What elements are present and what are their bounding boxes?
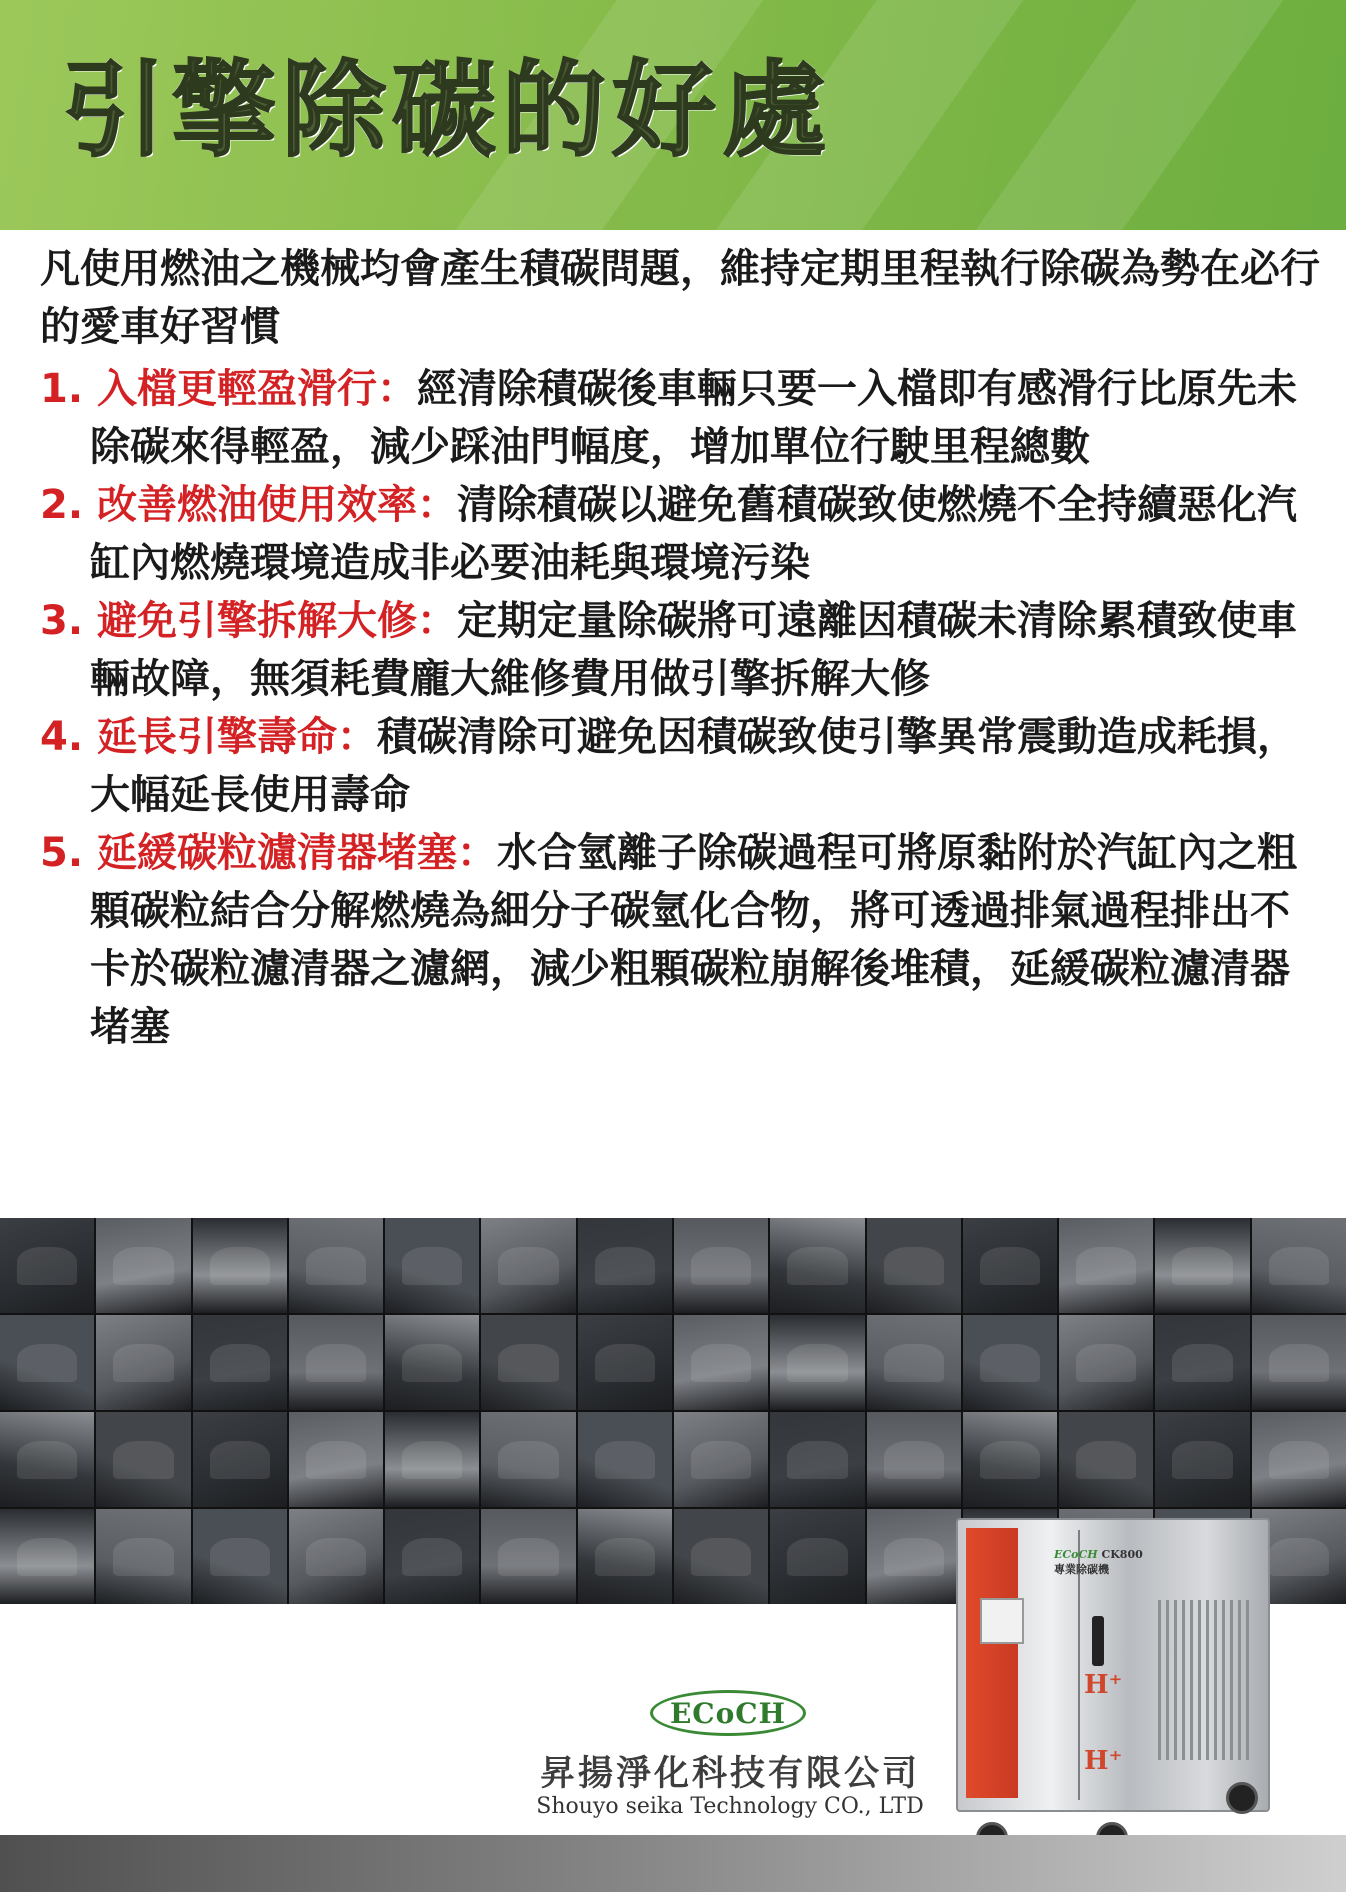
car-photo — [578, 1412, 672, 1507]
machine-display — [980, 1598, 1024, 1644]
car-photo — [578, 1315, 672, 1410]
car-photo — [0, 1315, 94, 1410]
company-name-zh: 昇揚淨化科技有限公司 — [539, 1754, 920, 1794]
benefit-item-4 — [40, 708, 1320, 824]
car-photo — [193, 1412, 287, 1507]
intro-text: 凡使用燃油之機械均會產生積碳問題，維持定期里程執行除碳為勢在必行的愛車好習慣 — [40, 246, 1320, 350]
benefit-item-1 — [40, 360, 1320, 476]
car-photo — [674, 1412, 768, 1507]
car-photo — [481, 1315, 575, 1410]
car-photo — [1252, 1412, 1346, 1507]
page-title: 引擎除碳的好處 — [62, 49, 833, 171]
benefit-body: 水合氫離子除碳過程可將原黏附於汽缸內之粗顆碳粒結合分解燃燒為細分子碳氫化合物，將可透過排氣過程排出不卡於碳粒濾清器之濾網，減少粗顆碳粒崩解後堆積，延緩碳粒濾清器堵塞 — [90, 830, 1297, 1050]
benefit-heading: 改善燃油使用效率： — [96, 482, 457, 528]
benefit-item-5 — [40, 824, 1320, 1056]
car-photo — [770, 1509, 864, 1604]
machine-vents — [1158, 1600, 1254, 1760]
benefit-body: 經清除積碳後車輛只要一入檔即有感滑行比原先未除碳來得輕盈，減少踩油門幅度，增加單位行駛里程總數 — [90, 366, 1297, 470]
car-photo — [963, 1412, 1057, 1507]
footer-bar — [0, 1835, 1346, 1892]
car-photo — [193, 1218, 287, 1313]
benefit-number: 3. — [40, 598, 84, 644]
machine-body — [956, 1518, 1270, 1812]
car-photo — [289, 1412, 383, 1507]
header-banner — [0, 0, 1346, 230]
content — [40, 240, 1320, 1056]
car-photo — [1059, 1218, 1153, 1313]
benefit-heading: 延長引擎壽命： — [96, 714, 377, 760]
car-photo — [770, 1315, 864, 1410]
car-photo — [963, 1315, 1057, 1410]
car-photo — [96, 1218, 190, 1313]
car-photo — [289, 1315, 383, 1410]
car-photo — [193, 1509, 287, 1604]
car-photo — [1059, 1315, 1153, 1410]
car-photo — [867, 1509, 961, 1604]
wheel — [1226, 1782, 1258, 1814]
car-photo — [1155, 1412, 1249, 1507]
car-photo — [289, 1218, 383, 1313]
car-photo — [96, 1315, 190, 1410]
company-logo: ECoCH — [650, 1690, 806, 1736]
car-photo — [867, 1315, 961, 1410]
benefit-body: 清除積碳以避免舊積碳致使燃燒不全持續惡化汽缸內燃燒環境造成非必要油耗與環境污染 — [90, 482, 1297, 586]
benefit-number: 2. — [40, 482, 84, 528]
machine-handle — [1092, 1616, 1104, 1666]
h-plus-mark: H⁺ — [1084, 1670, 1123, 1700]
car-photo — [674, 1218, 768, 1313]
car-photo — [0, 1412, 94, 1507]
benefit-body: 積碳清除可避免因積碳致使引擎異常震動造成耗損，大幅延長使用壽命 — [90, 714, 1297, 818]
car-photo — [481, 1412, 575, 1507]
car-photo — [385, 1315, 479, 1410]
benefit-body: 定期定量除碳將可遠離因積碳未清除累積致使車輛故障，無須耗費龐大維修費用做引擎拆解大修 — [90, 598, 1297, 702]
benefit-number: 1. — [40, 366, 84, 412]
company-name-en: Shouyo seika Technology CO., LTD — [536, 1794, 924, 1819]
car-photo — [96, 1412, 190, 1507]
car-photo — [481, 1509, 575, 1604]
car-photo — [770, 1218, 864, 1313]
car-photo — [770, 1412, 864, 1507]
h-plus-mark: H⁺ — [1084, 1746, 1123, 1776]
machine-control-panel — [966, 1528, 1018, 1798]
car-photo — [1155, 1315, 1249, 1410]
decarbon-machine-image — [956, 1518, 1286, 1854]
car-photo — [674, 1315, 768, 1410]
car-photo — [1059, 1412, 1153, 1507]
benefit-heading: 延緩碳粒濾清器堵塞： — [96, 830, 497, 876]
car-photo — [289, 1509, 383, 1604]
benefit-item-2 — [40, 476, 1320, 592]
benefit-item-3 — [40, 592, 1320, 708]
car-photo — [0, 1509, 94, 1604]
benefit-heading: 避免引擎拆解大修： — [96, 598, 457, 644]
car-photo — [0, 1218, 94, 1313]
car-photo — [385, 1412, 479, 1507]
car-photo — [578, 1218, 672, 1313]
car-photo — [1252, 1315, 1346, 1410]
benefit-heading: 入檔更輕盈滑行： — [96, 366, 417, 412]
car-photo — [481, 1218, 575, 1313]
car-photo — [867, 1218, 961, 1313]
machine-label: ECoCH CK800 專業除碳機 — [1054, 1548, 1143, 1576]
benefit-number: 5. — [40, 830, 84, 876]
car-photo — [674, 1509, 768, 1604]
car-photo — [867, 1412, 961, 1507]
car-photo — [385, 1509, 479, 1604]
car-photo — [193, 1315, 287, 1410]
car-photo — [385, 1218, 479, 1313]
car-photo — [96, 1509, 190, 1604]
benefit-number: 4. — [40, 714, 84, 760]
car-photo — [578, 1509, 672, 1604]
car-photo — [1252, 1218, 1346, 1313]
car-photo — [963, 1218, 1057, 1313]
car-photo — [1155, 1218, 1249, 1313]
